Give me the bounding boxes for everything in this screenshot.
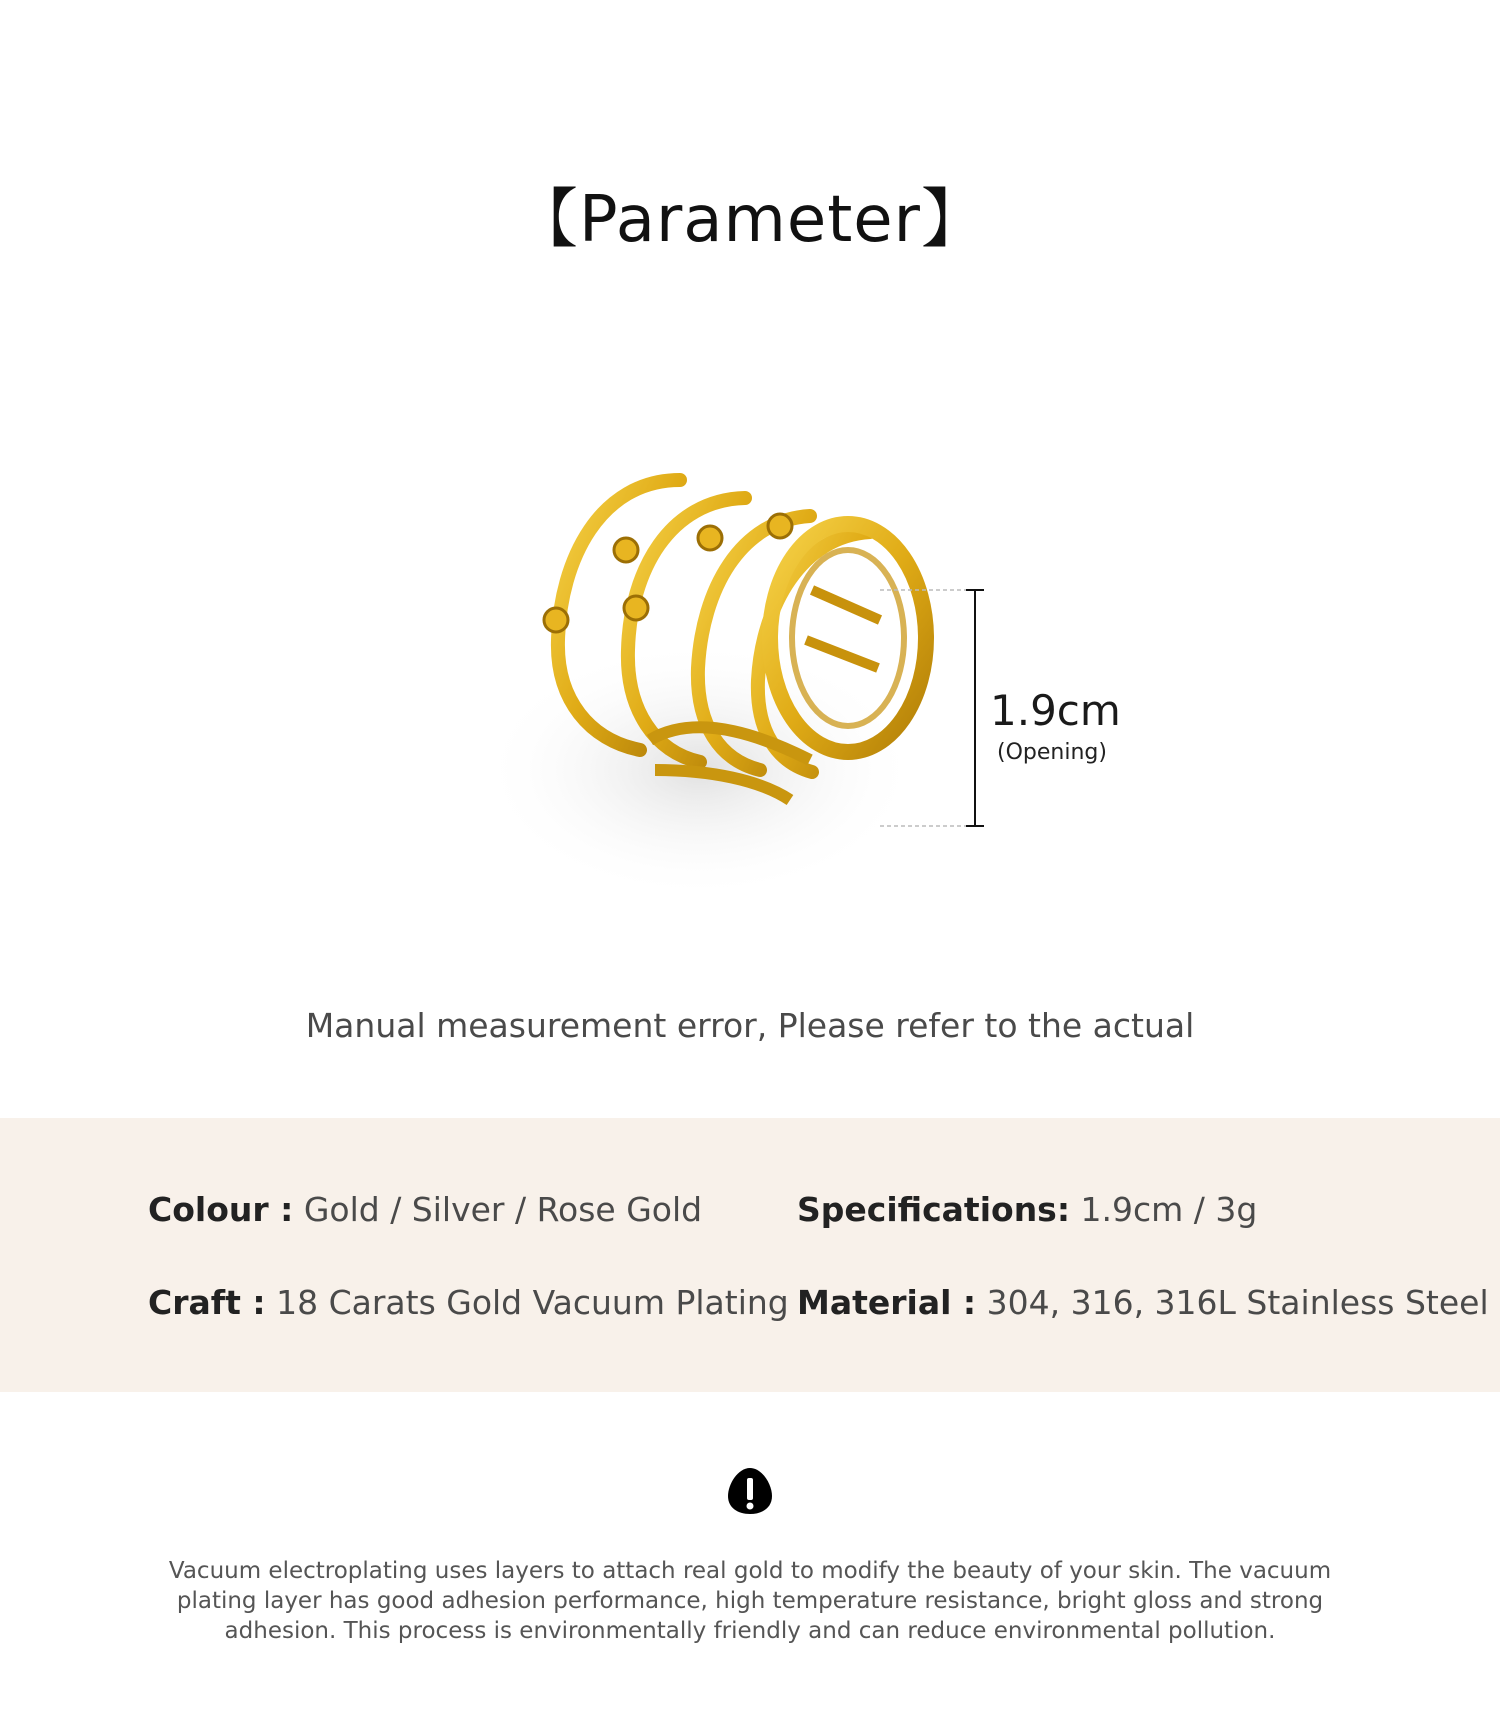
measurement-note: Manual measurement error, Please refer to the actual	[305, 1006, 1195, 1045]
spec-craft-label: Craft :	[148, 1283, 266, 1322]
spec-colour-label: Colour :	[148, 1190, 294, 1229]
dimension-marker	[880, 588, 990, 828]
spec-colour	[148, 1190, 702, 1229]
spec-craft-value: 18 Carats Gold Vacuum Plating	[276, 1283, 789, 1322]
spec-specifications	[797, 1190, 1257, 1229]
plating-description: Vacuum electroplating uses layers to attach real gold to modify the beauty of your skin. The vacuum plating layer has good adhesion performance, high temperature resistance, bright gloss and strong adhesion. This process is environmentally friendly and can reduce environmental pollution.	[168, 1558, 1332, 1644]
opening-label: (Opening)	[997, 740, 1107, 765]
spec-material-value: 304, 316, 316L Stainless Steel	[986, 1283, 1489, 1322]
spec-material	[797, 1283, 1489, 1322]
page-title: 【Parameter】	[514, 183, 986, 257]
spec-craft	[148, 1283, 789, 1322]
spec-specifications-label: Specifications:	[797, 1190, 1071, 1229]
spec-material-label: Material :	[797, 1283, 977, 1322]
exclamation-icon	[726, 1466, 774, 1516]
opening-measurement: 1.9cm	[990, 686, 1121, 735]
spec-band	[0, 1118, 1500, 1392]
spec-colour-value: Gold / Silver / Rose Gold	[303, 1190, 703, 1229]
spec-specifications-value: 1.9cm / 3g	[1080, 1190, 1258, 1229]
